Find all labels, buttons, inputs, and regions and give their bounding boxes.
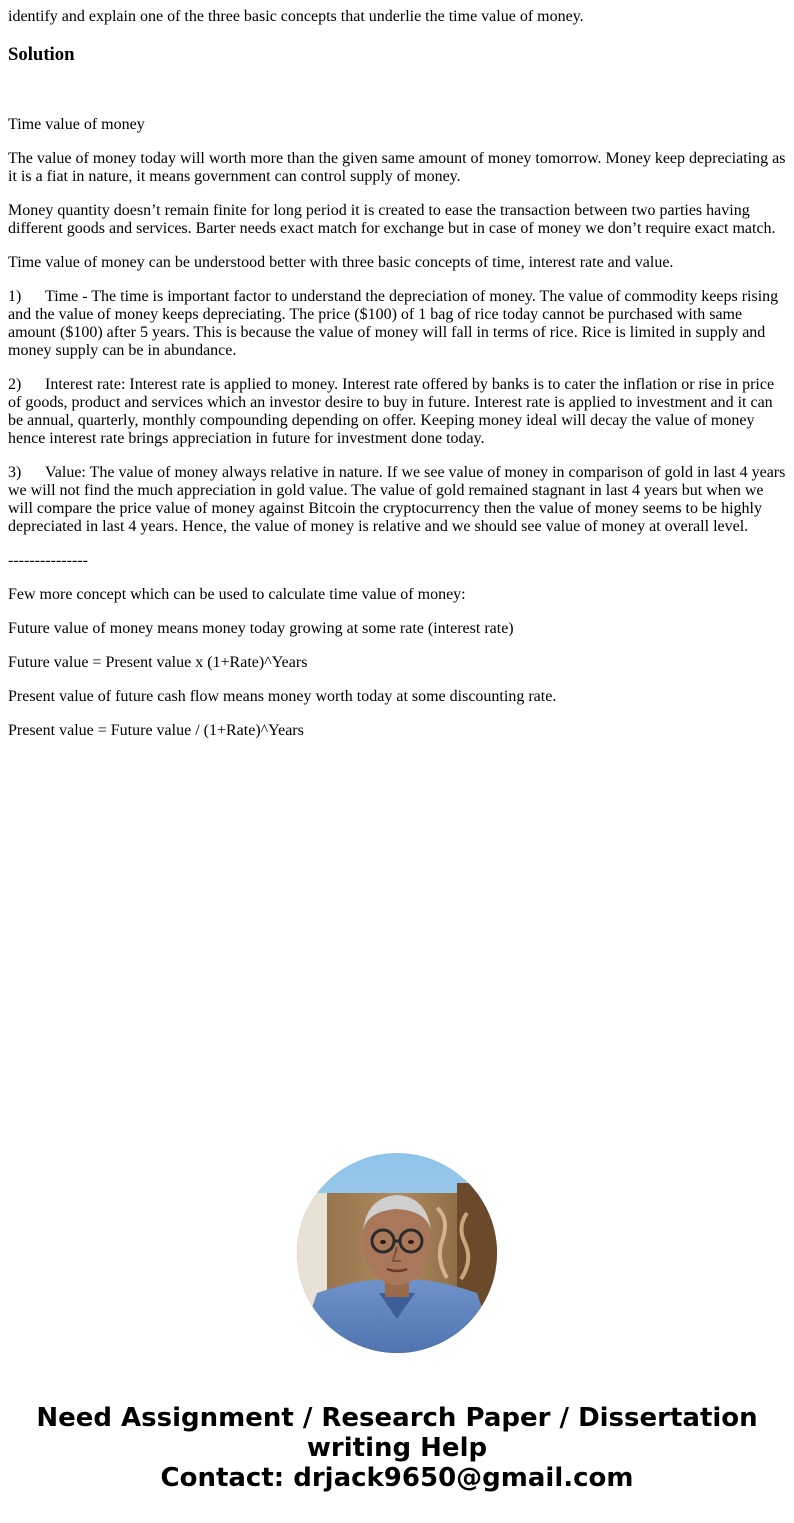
future-value-formula: Future value = Present value x (1+Rate)^Years	[8, 654, 308, 671]
concept-number: 1)	[8, 288, 22, 305]
promo-line: writing Help	[306, 1433, 488, 1463]
concept-text: Interest rate: Interest rate is applied to money. Interest rate offered by banks is to cater the inflation or rise in price of goods, product and services which an investor desire to buy in future. Interest rate is applied to investment and it can be annual, quarterly, monthly compounding depending on offer. Keeping money ideal will decay the value of money hence interest rate brings appreciation in future for investment done today.	[8, 376, 775, 447]
intro-paragraph: Money quantity doesn’t remain finite for long period it is created to ease the transaction between two parties having different goods and services. Barter needs exact match for exchange but in case of money we don’t require exact match.	[8, 202, 776, 237]
intro-paragraph: Time value of money can be understood better with three basic concepts of time, interest rate and value.	[8, 254, 674, 271]
concept-text: Value: The value of money always relative in nature. If we see value of money in comparison of gold in last 4 years we will not find the much appreciation in gold value. The value of gold remained stagnant in last 4 years but when we will compare the price value of money against Bitcoin the cryptocurrency then the value of money seems to be highly depreciated in last 4 years. Hence, the value of money is relative and we should see value of money at overall level.	[8, 464, 786, 535]
intro-paragraph: The value of money today will worth more than the given same amount of money tomorrow. Money keep depreciating as it is a fiat in nature, it means government can control supply of money.	[8, 150, 786, 185]
promo-banner	[0, 1403, 794, 1493]
concept-number: 2)	[8, 376, 22, 393]
document-body	[8, 8, 788, 756]
tutor-avatar	[297, 1153, 497, 1353]
topic-title: Time value of money	[8, 116, 145, 133]
concept-item	[8, 288, 788, 360]
solution-body	[8, 116, 788, 740]
concept-text: Time - The time is important factor to understand the depreciation of money. The value of commodity keeps rising and the value of money keeps depreciating. The price ($100) of 1 bag of rice today cannot be purchased with same amount ($100) after 5 years. This is because the value of money will fall in terms of rice. Rice is limited in supply and money supply can be in abundance.	[8, 288, 779, 359]
concept-item	[8, 464, 788, 536]
present-value-formula: Present value = Future value / (1+Rate)^Years	[8, 722, 304, 739]
present-value-description: Present value of future cash flow means money worth today at some discounting rate.	[8, 688, 557, 705]
concept-number: 3)	[8, 464, 22, 481]
contact-email: Contact: drjack9650@gmail.com	[160, 1463, 634, 1493]
promo-line: Need Assignment / Research Paper / Dissertation	[36, 1403, 758, 1433]
tutor-portrait-image	[297, 1153, 497, 1353]
separator-line: ---------------	[8, 552, 88, 569]
question-text: identify and explain one of the three basic concepts that underlie the time value of money.	[8, 8, 584, 25]
more-concepts-intro: Few more concept which can be used to calculate time value of money:	[8, 586, 466, 603]
concept-item	[8, 376, 788, 448]
solution-heading: Solution	[8, 44, 75, 65]
future-value-description: Future value of money means money today growing at some rate (interest rate)	[8, 620, 514, 637]
